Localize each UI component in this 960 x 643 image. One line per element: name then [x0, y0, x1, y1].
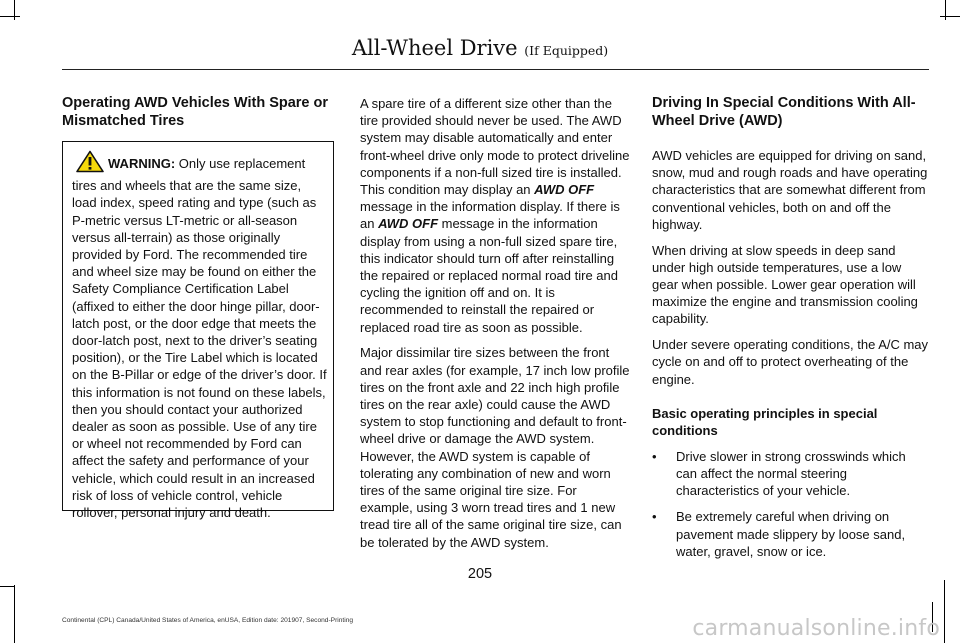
list-item-text: Drive slower in strong crosswinds which can affect the normal steering characteristics of your vehicle. — [676, 448, 906, 499]
header-rule — [62, 69, 929, 70]
text-run: message in the information display from using a non-full sized spare tire, this indicator should turn off after reinstalling the repaired or replaced normal road tire and cycling the ignition off and on. It is recommended to reinstall the repaired or replaced road tire as soon as possible. — [360, 216, 618, 335]
bullet-list — [652, 448, 930, 560]
section-heading-spare-tires: Operating AWD Vehicles With Spare or Mismatched Tires — [62, 95, 329, 129]
awd-off-message: AWD OFF — [378, 216, 439, 232]
text-run: A spare tire of a different size other than the tire provided should never be used. The AWD system may disable automatically and enter front-wheel drive only mode to protect driveline components if a non-full sized tire is installed. This condition may display an — [360, 96, 630, 198]
list-item — [652, 448, 930, 500]
header-title: All-Wheel Drive — [351, 36, 518, 60]
paragraph-dissimilar-tires: Major dissimilar tire sizes between the front and rear axles (for example, 17 inch low profile tires on the front axle and 22 inch high profile tires on the rear axle) could cause the AWD system to stop functioning and default to front-wheel drive or damage the AWD system. However, the AWD system is capable of tolerating any combination of new and worn tires of the same original tire size. For example, using 3 worn tread tires and 1 new tread tire all of the same original tire size, can be tolerated by the AWD system. — [360, 345, 630, 550]
paragraph-ac-cycle: Under severe operating conditions, the A/C may cycle on and off to protect overheating of the engine. — [652, 337, 929, 387]
section-heading-special-conditions: Driving In Special Conditions With All-Wheel Drive (AWD) — [652, 95, 916, 129]
warning-triangle-icon — [76, 150, 104, 177]
page-header — [0, 36, 960, 60]
warning-box — [62, 141, 334, 521]
header-subtitle: (If Equipped) — [524, 43, 609, 58]
text-run: message in the information display. If there is an — [360, 199, 620, 232]
warning-text: Only use replacement tires and wheels that are the same size, load index, speed rating and type (such as P-metric versus LT-metric or all-season versus all-terrain) as those originally provided by Ford. The recommended tire and wheel size may be found on either the Safety Compliance Certification Label (affixed to either the door hinge pillar, door-latch post, or the door edge that meets the door-latch post, next to the driver’s seating position), or the Tire Label which is located on the B-Pillar or edge of the driver’s door. If this information is not found on these labels, then you should contact your authorized dealer as soon as possible. Use of any tire or wheel not recommended by Ford can affect the safety and performance of your vehicle, which could result in an increased risk of loss of vehicle control, vehicle rollover, personal injury and death. — [72, 156, 327, 521]
warning-label: WARNING: — [108, 156, 176, 171]
crop-mark — [944, 580, 945, 643]
column-right — [652, 95, 930, 569]
awd-off-message: AWD OFF — [534, 182, 595, 198]
list-item — [652, 508, 930, 560]
subheading-basic-principles: Basic operating principles in special conditions — [652, 405, 878, 439]
bullet-icon: • — [652, 509, 657, 525]
list-item-text: Be extremely careful when driving on pavement made slippery by loose sand, water, gravel, snow or ice. — [676, 509, 906, 559]
column-left — [62, 95, 334, 147]
crop-mark — [0, 16, 20, 17]
page-number: 205 — [467, 566, 493, 582]
paragraph-deep-sand: When driving at slow speeds in deep sand under high outside temperatures, use a low gear when possible. Lower gear operation will maximize the engine and transmission cooling capability. — [652, 242, 918, 327]
crop-mark — [14, 585, 15, 643]
crop-mark — [0, 586, 15, 587]
crop-mark — [940, 16, 960, 17]
watermark: carmanualsonline.info — [692, 616, 940, 641]
footer-edition: Continental (CPL) Canada/United States of America, enUSA, Edition date: 201907, Second-Printing — [62, 617, 354, 624]
column-middle — [360, 95, 632, 559]
bullet-icon: • — [652, 448, 657, 464]
paragraph-awd-equipped: AWD vehicles are equipped for driving on sand, snow, mud and rough roads and have operating characteristics that are somewhat different from conventional vehicles, both on and off the highway. — [652, 148, 928, 232]
paragraph-spare-tire — [360, 95, 632, 336]
